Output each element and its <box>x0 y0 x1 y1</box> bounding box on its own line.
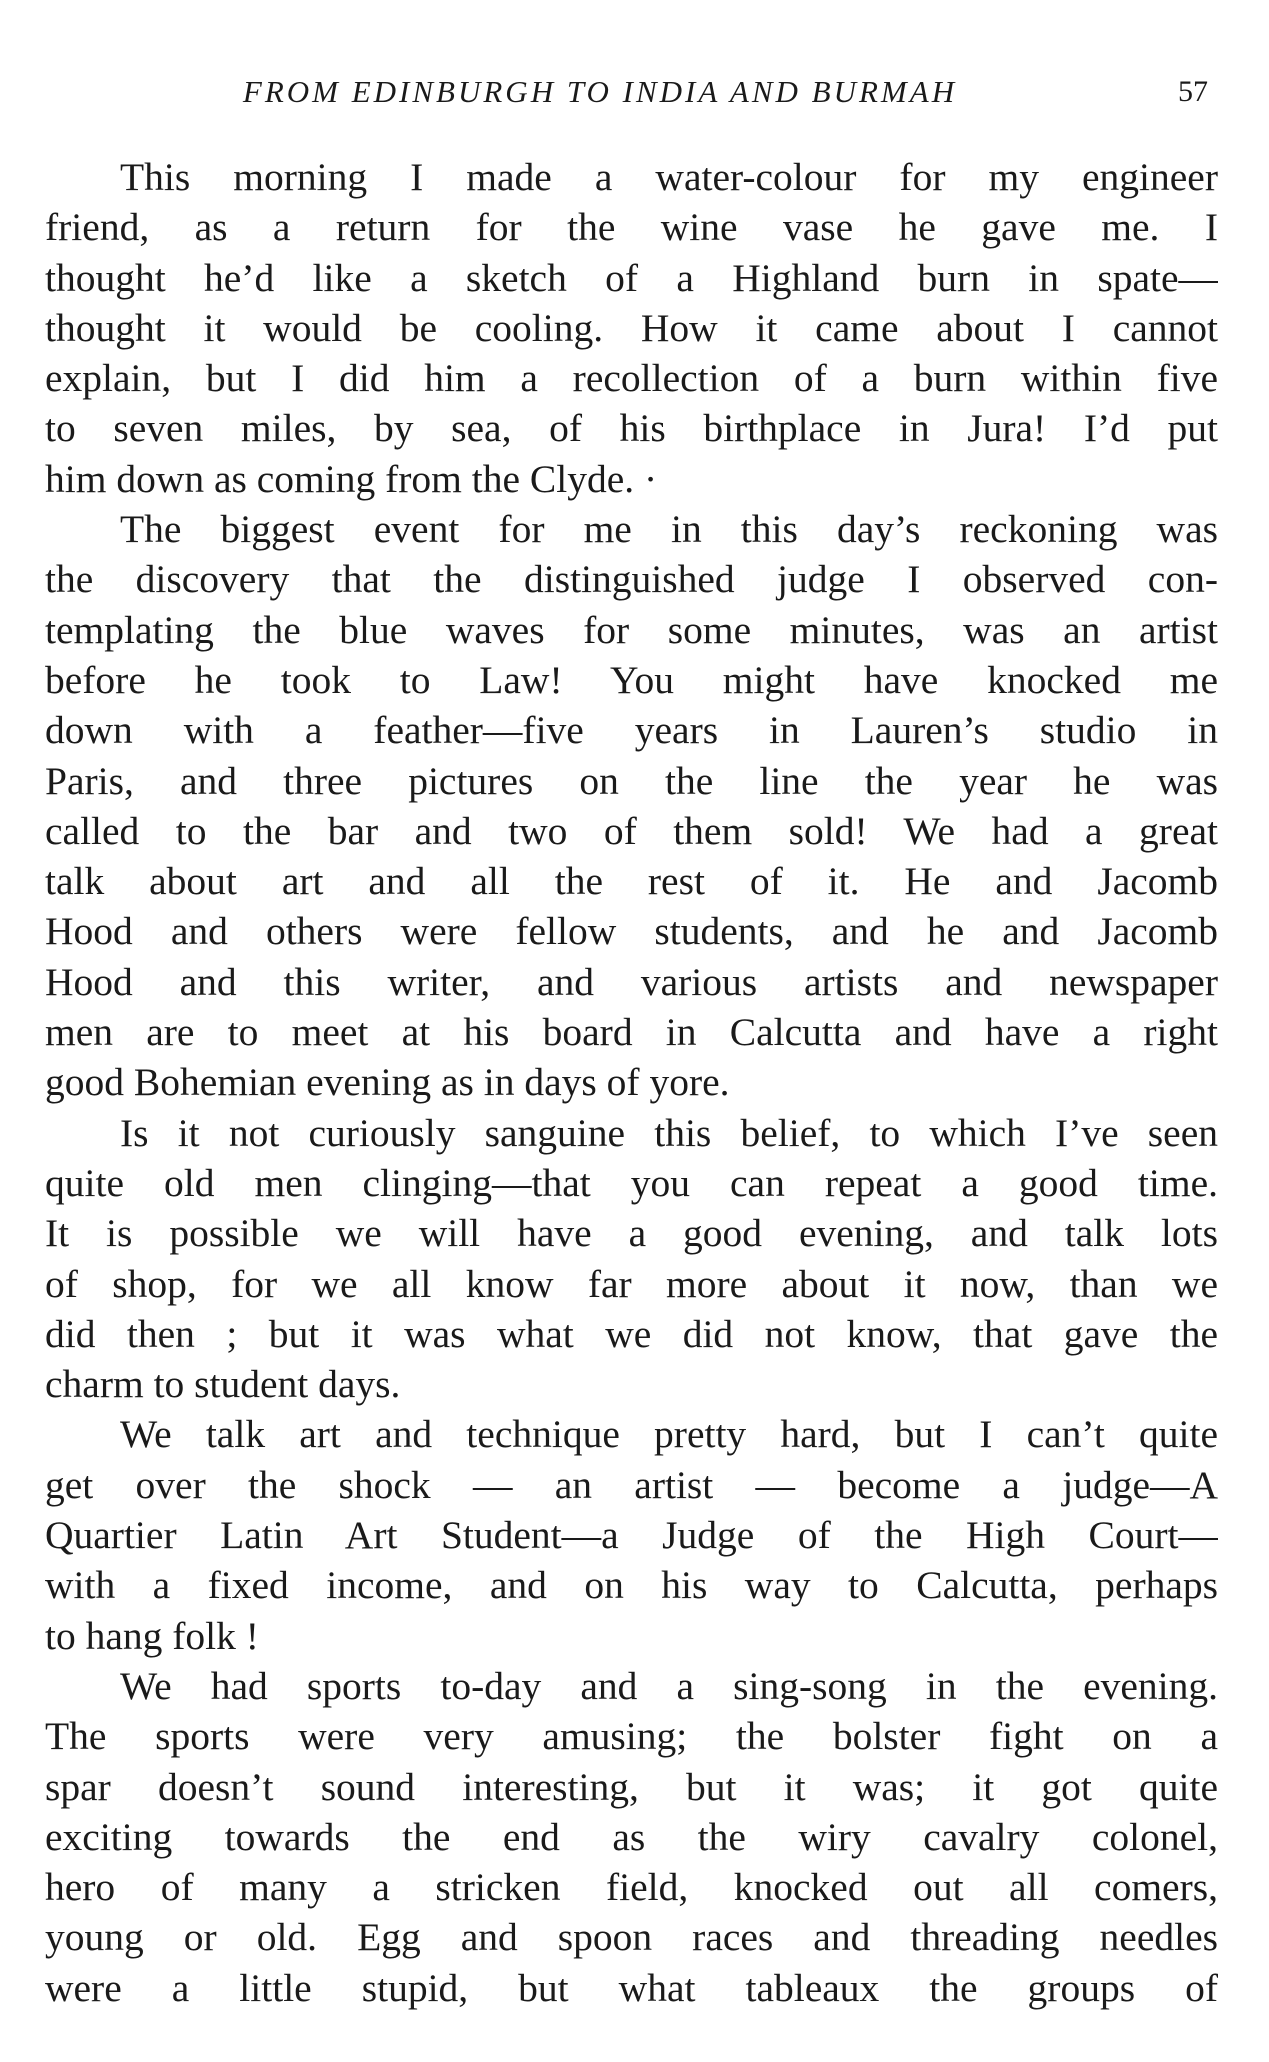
paragraph-5 <box>45 1661 1218 2013</box>
text-line: charm to student days. <box>45 1362 401 1407</box>
text-line: did then ; but it was what we did not know, that gave the <box>45 1311 1218 1356</box>
text-line: hero of many a stricken field, knocked out all comers, <box>45 1865 1218 1910</box>
text-line: with a fixed income, and on his way to Calcutta, perhaps <box>45 1563 1218 1608</box>
text-line: explain, but I did him a recollection of a burn within five <box>45 356 1218 401</box>
text-line: called to the bar and two of them sold! We had a great <box>45 808 1218 853</box>
page-number: 57 <box>1178 75 1208 108</box>
text-line: get over the shock — an artist — become a judge—A <box>45 1462 1218 1507</box>
text-line: men are to meet at his board in Calcutta and have a right <box>45 1010 1218 1055</box>
text-line: before he took to Law! You might have knocked me <box>45 657 1218 702</box>
text-line: templating the blue waves for some minutes, was an artist <box>45 607 1218 652</box>
text-line: exciting towards the end as the wiry cavalry colonel, <box>45 1814 1218 1859</box>
text-line: Paris, and three pictures on the line the year he was <box>45 758 1218 803</box>
text-line: quite old men clinging—that you can repeat a good time. <box>45 1160 1218 1205</box>
text-line: thought he’d like a sketch of a Highland burn in spate— <box>45 255 1218 300</box>
text-line: We talk art and technique pretty hard, but I can’t quite <box>120 1412 1218 1457</box>
running-title: FROM EDINBURGH TO INDIA AND BURMAH <box>242 74 958 109</box>
paragraph-2 <box>45 504 1218 1108</box>
text-line: Quartier Latin Art Student—a Judge of the High Court— <box>45 1513 1218 1558</box>
text-line: to seven miles, by sea, of his birthplace in Jura! I’d put <box>45 406 1218 451</box>
text-line: good Bohemian evening as in days of yore. <box>45 1060 730 1105</box>
text-line: thought it would be cooling. How it came about I cannot <box>45 305 1218 350</box>
text-line: We had sports to-day and a sing-song in the evening. <box>120 1663 1218 1708</box>
text-line: Is it not curiously sanguine this belief, to which I’ve seen <box>120 1110 1218 1155</box>
text-line: It is possible we will have a good evening, and talk lots <box>45 1211 1218 1256</box>
text-line: friend, as a return for the wine vase he gave me. I <box>45 205 1218 250</box>
text-line: spar doesn’t sound interesting, but it was; it got quite <box>45 1764 1218 1809</box>
paragraph-4 <box>45 1409 1218 1660</box>
text-line: him down as coming from the Clyde. · <box>45 456 658 501</box>
text-line: young or old. Egg and spoon races and threading needles <box>45 1915 1218 1960</box>
text-line: Hood and others were fellow students, and he and Jacomb <box>45 909 1218 954</box>
text-line: down with a feather—five years in Lauren’s studio in <box>45 708 1218 753</box>
text-line: This morning I made a water-colour for my engineer <box>120 155 1218 199</box>
text-line: talk about art and all the rest of it. He and Jacomb <box>45 859 1218 904</box>
text-line: of shop, for we all know far more about it now, than we <box>45 1261 1218 1306</box>
paragraph-3 <box>45 1108 1218 1410</box>
paragraph-1 <box>45 152 1218 504</box>
text-line: to hang folk ! <box>45 1613 259 1658</box>
text-line: The biggest event for me in this day’s reckoning was <box>120 507 1218 552</box>
text-line: the discovery that the distinguished judge I observed con- <box>45 557 1218 602</box>
body-text <box>45 152 1218 2013</box>
text-line: were a little stupid, but what tableaux the groups of <box>45 1965 1218 2010</box>
running-head <box>45 72 1218 112</box>
text-line: Hood and this writer, and various artists and newspaper <box>45 959 1218 1004</box>
text-line: The sports were very amusing; the bolster fight on a <box>45 1714 1218 1759</box>
